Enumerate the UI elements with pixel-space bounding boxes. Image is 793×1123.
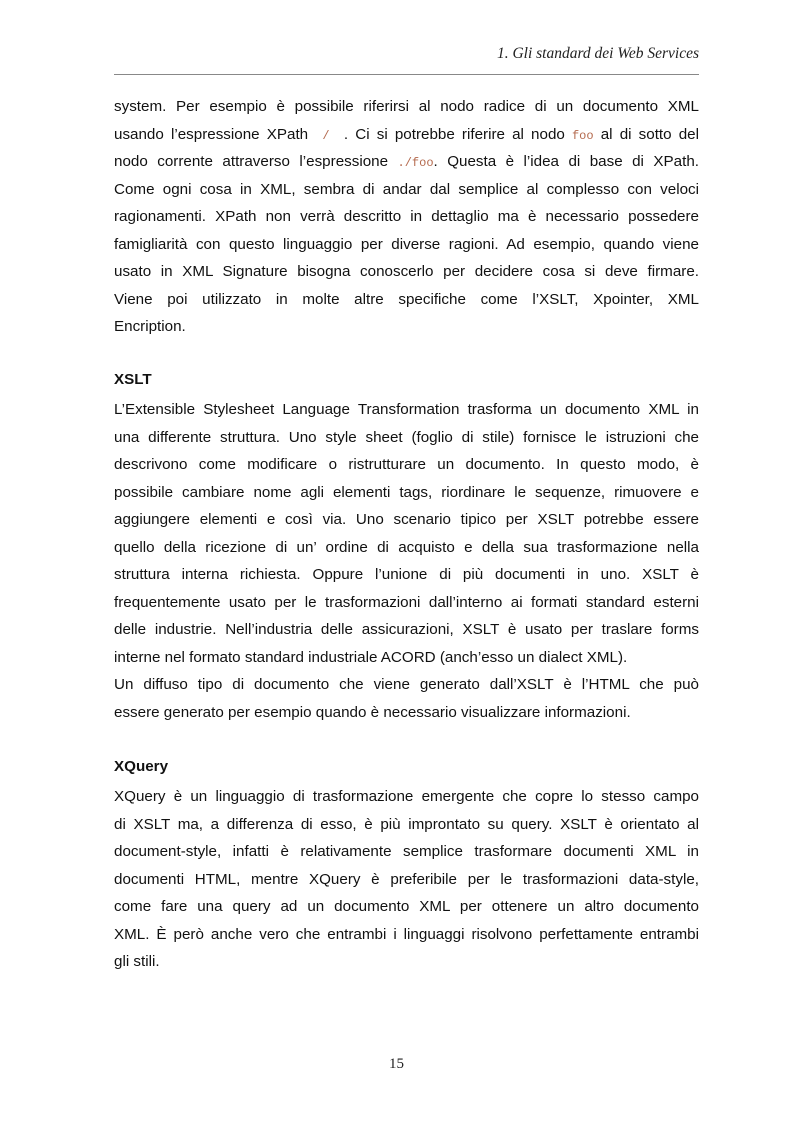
paragraph-line: descrivono come modificare o ristrutturare un documento. In questo modo, è	[114, 456, 699, 473]
paragraph-line: interne nel formato standard industriale ACORD (anch’esso un dialect XML).	[114, 648, 628, 666]
xslt-paragraph	[114, 396, 699, 726]
paragraph-line: usato in XML Signature bisogna conoscerlo per decidere cosa si deve firmare.	[114, 263, 699, 280]
code-snippet: foo	[571, 128, 594, 143]
text-fragment: al di sotto del	[600, 125, 699, 143]
paragraph-line: di XSLT ma, a differenza di esso, è più improntato su query. XSLT è orientato al	[114, 815, 699, 833]
paragraph-line: frequentemente usato per le trasformazioni dall’interno ai formati standard esterni	[114, 593, 699, 611]
paragraph-line: gli stili.	[114, 953, 160, 970]
paragraph-line: aggiungere elementi e così via. Uno scenario tipico per XSLT potrebbe essere	[114, 511, 699, 528]
paragraph-line: system. Per esempio è possibile riferirsi al nodo radice di un documento XML	[114, 98, 699, 115]
paragraph-line	[114, 148, 699, 176]
paragraph-line: quello della ricezione di un’ ordine di acquisto e della sua trasformazione nella	[114, 538, 699, 556]
paragraph-line: L’Extensible Stylesheet Language Transformation trasforma un documento XML in	[114, 401, 699, 418]
code-snippet: ./foo	[397, 156, 434, 170]
text-fragment: . Questa è l’idea di base di XPath.	[433, 153, 699, 170]
section-heading-xquery: XQuery	[114, 758, 169, 775]
paragraph-line: essere generato per esempio quando è necessario visualizzare informazioni.	[114, 703, 631, 721]
paragraph-line: document-style, infatti è relativamente semplice trasformare documenti XML in	[114, 843, 699, 860]
xquery-paragraph	[114, 783, 699, 976]
paragraph-line: possibile cambiare nome agli elementi tags, riordinare le sequenze, rimuovere e	[114, 483, 699, 501]
paragraph-line: struttura interna richiesta. Oppure l’unione di più documenti in uno. XSLT è	[114, 566, 699, 583]
paragraph-line: delle industrie. Nell’industria delle assicurazioni, XSLT è usato per traslare forms	[114, 621, 699, 638]
paragraph-line: ragionamenti. XPath non verrà descritto in dettaglio ma è necessario possedere	[114, 208, 699, 225]
code-snippet: /	[322, 128, 330, 143]
paragraph-line: Come ogni cosa in XML, sembra di andar dal semplice al complesso con veloci	[114, 180, 699, 198]
text-fragment: . Ci si potrebbe riferire al nodo	[343, 125, 565, 143]
paragraph-line: Viene poi utilizzato in molte altre specifiche come l’XSLT, Xpointer, XML	[114, 290, 699, 308]
running-header: 1. Gli standard dei Web Services	[496, 45, 699, 62]
text-fragment: usando l’espressione XPath	[114, 125, 309, 143]
paragraph-line: documenti HTML, mentre XQuery è preferibile per le trasformazioni data-style,	[114, 870, 699, 888]
section-heading-xslt: XSLT	[114, 371, 152, 388]
paragraph-line	[114, 121, 699, 149]
paragraph-line: XML. È però anche vero che entrambi i linguaggi risolvono perfettamente entrambi	[114, 925, 699, 943]
paragraph-line: Un diffuso tipo di documento che viene generato dall’XSLT è l’HTML che può	[114, 676, 699, 693]
text-fragment: nodo corrente attraverso l’espressione	[114, 153, 389, 170]
xpath-paragraph	[114, 93, 699, 341]
page-number: 15	[389, 1056, 404, 1072]
header-divider	[114, 74, 699, 75]
paragraph-line: Encription.	[114, 318, 186, 335]
paragraph-line: famigliarità con questo linguaggio per diverse ragioni. Ad esempio, quando viene	[114, 235, 699, 253]
paragraph-line: come fare una query ad un documento XML per ottenere un altro documento	[114, 898, 699, 915]
paragraph-line: XQuery è un linguaggio di trasformazione emergente che copre lo stesso campo	[114, 788, 699, 805]
paragraph-line: una differente struttura. Uno style sheet (foglio di stile) fornisce le istruzioni che	[114, 428, 699, 446]
